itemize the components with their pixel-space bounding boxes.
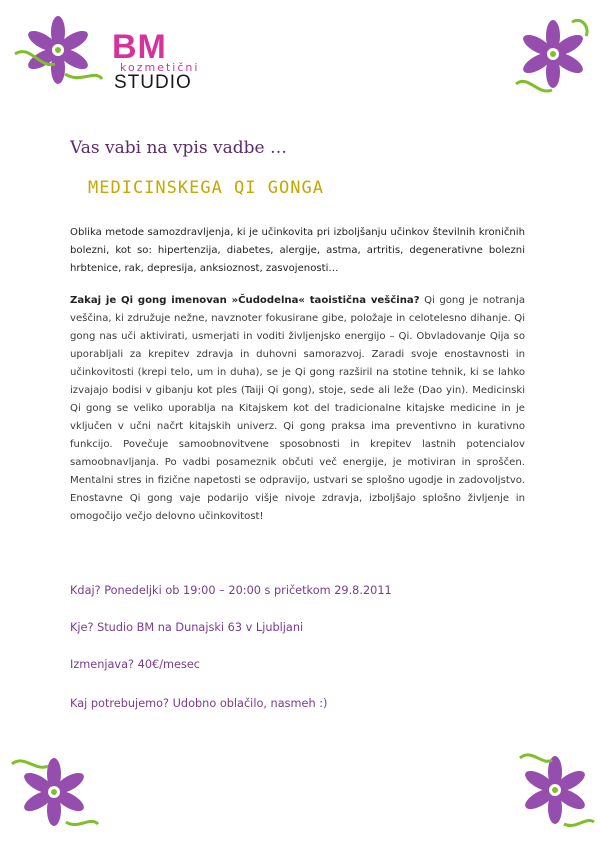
info-where: Kje? Studio BM na Dunajski 63 v Ljubljani	[70, 621, 304, 634]
info-needs: Kaj potrebujemo? Udobno oblačilo, nasmeh :)	[70, 697, 328, 710]
logo-mark: BM	[112, 28, 167, 66]
flower-ornament-icon	[10, 14, 106, 86]
flower-ornament-icon	[514, 748, 596, 832]
studio-logo	[112, 28, 232, 93]
info-when: Kdaj? Ponedeljki ob 19:00 – 20:00 s pričetkom 29.8.2011	[70, 584, 392, 597]
body-text: Qi gong je notranja veščina, ki združuje nežne, navznoter fokusirane gibe, položaje in celotelesno dihanje. Qi gong nas uči aktivirati, usmerjati in voditi življenjsko energijo – Qi. Obvladovanje Qija so uporabljali za krepitev zdravja in duhovni samorazvoj. Zaradi svoje enostavnosti in učinkovitosti (krepi telo, um in duha), se je Qi gong razširil na stotine tehnik, ki se lahko izvajajo bodisi v gibanju kot ples (Taiji Qi gong), stoje, sede ali leže (Dao yin). Medicinski Qi gong se veliko uporablja na Kitajskem kot del tradicionalne kitajske medicine in je vključen v učni načrt kitajskih univerz. Qi gong praksa ima preventivno in kurativno funkcijo. Povečuje samoobnovitvene sposobnosti in krepitev lastnih potencialov samoobnavljanja. Po vadbi posameznik občuti več energije, je motiviran in sproščen. Mentalni stres in fizične napetosti se odpravijo, ustvari se splošno ugodje in zadovoljstvo. Enostavne Qi gong vaje podarijo višje nivoje zdravja, izboljšajo splošno življenje in omogočijo večjo delovno učinkovitost!	[70, 295, 526, 522]
flower-ornament-icon	[512, 14, 594, 100]
page-title: MEDICINSKEGA QI GONGA	[88, 178, 324, 198]
info-price: Izmenjava? 40€/mesec	[70, 658, 201, 671]
invite-line: Vas vabi na vpis vadbe …	[70, 138, 287, 158]
logo-studio: STUDIO	[114, 72, 192, 93]
intro-paragraph: Oblika metode samozdravljenja, ki je učinkovita pri izboljšanju učinkov številnih kroničnih bolezni, kot so: hipertenzija, diabetes, alergije, astma, artritis, degenerativne bolezni hrbtenice, rak, depresija, anksioznost, zasvojenosti…	[70, 227, 525, 274]
flower-ornament-icon	[8, 752, 100, 832]
body-paragraph	[70, 292, 525, 526]
logo-subtitle: kozmetični	[120, 61, 200, 74]
question-text: Zakaj je Qi gong imenovan »Čudodelna« taoistična veščina?	[70, 295, 420, 306]
